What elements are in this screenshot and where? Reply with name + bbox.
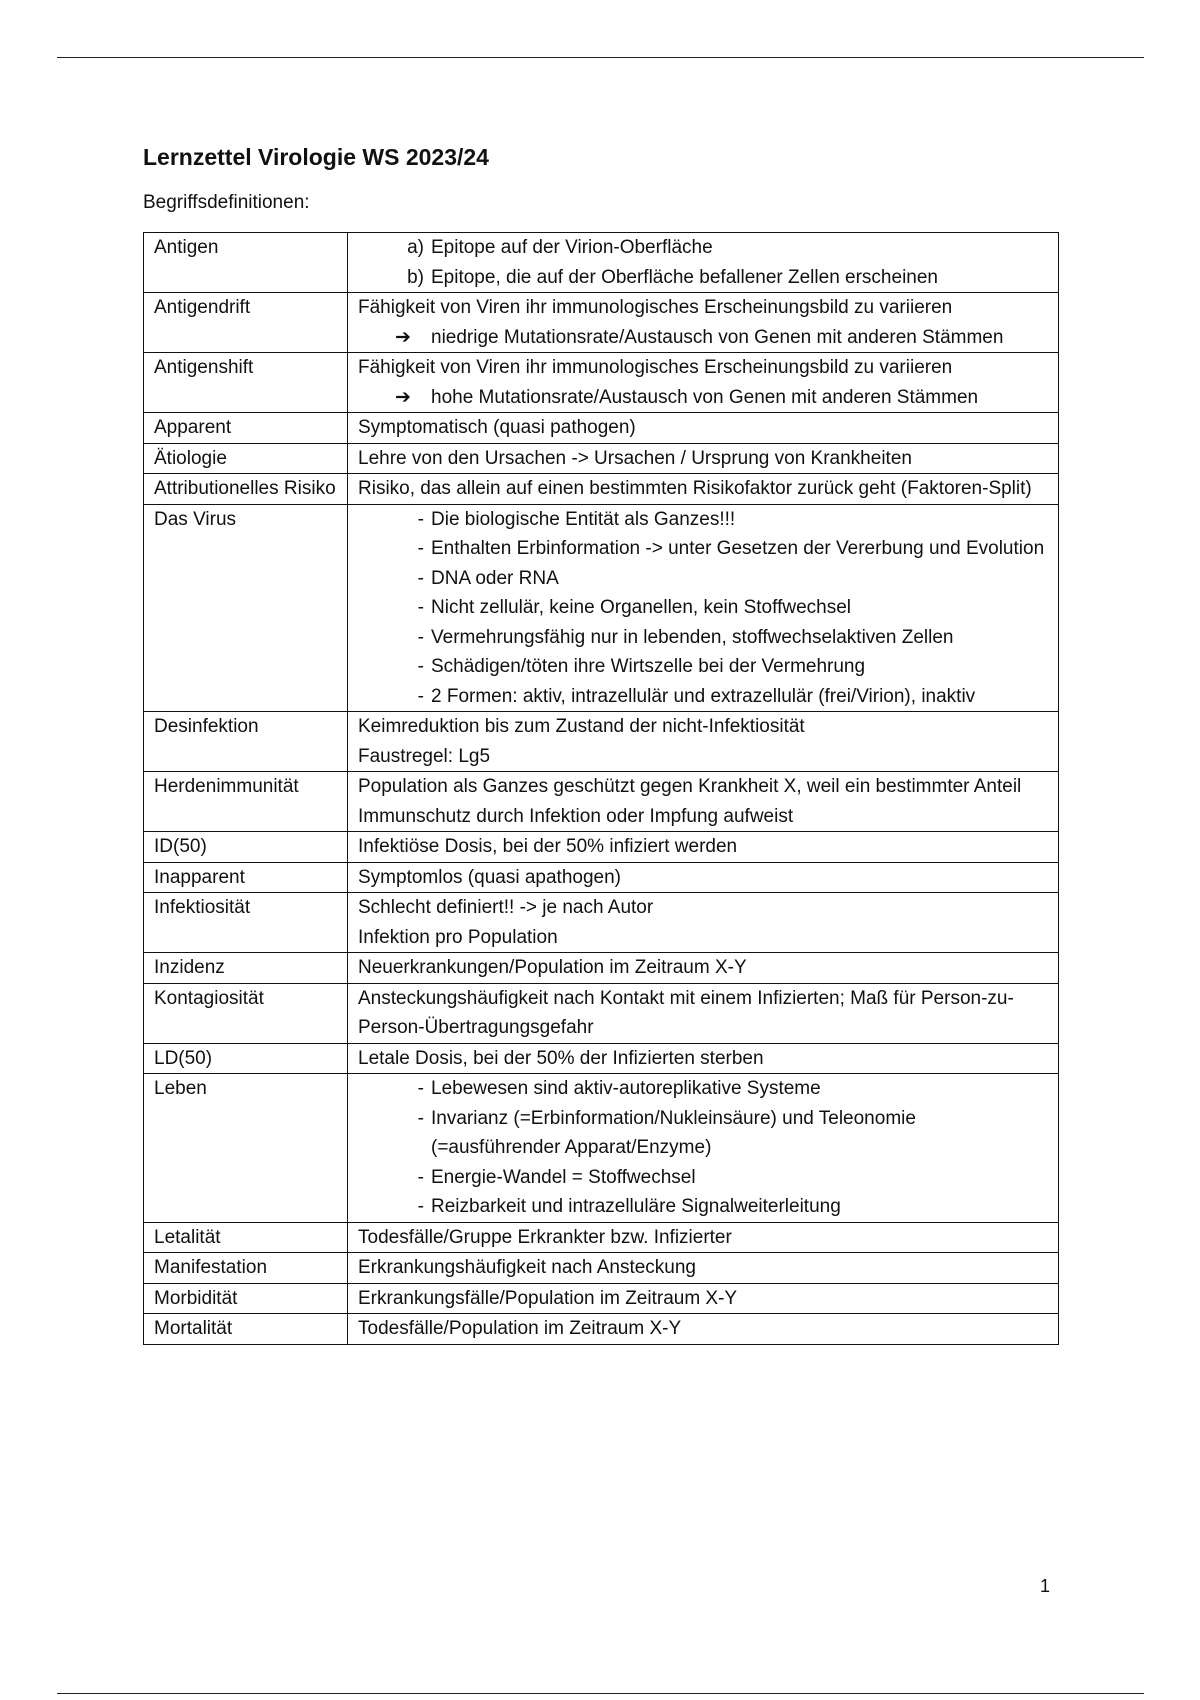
- list-item: [358, 1192, 1048, 1222]
- definitions-table: [143, 232, 1059, 1345]
- list-marker: -: [417, 1166, 424, 1188]
- term-cell: Antigenshift: [144, 353, 348, 413]
- list-item-text: DNA oder RNA: [431, 567, 559, 589]
- list-item-text: hohe Mutationsrate/Austausch von Genen mit anderen Stämmen: [431, 386, 979, 408]
- term-cell: Inapparent: [144, 862, 348, 893]
- term-cell: Letalität: [144, 1222, 348, 1253]
- list-item-text: Reizbarkeit und intrazelluläre Signalweiterleitung: [431, 1196, 841, 1217]
- table-row: [144, 504, 1059, 712]
- list-marker: -: [417, 1196, 424, 1217]
- definition-line: Faustregel: Lg5: [358, 745, 491, 767]
- document-body: [143, 142, 1057, 1345]
- list-item-text: Epitope, die auf der Oberfläche befallener Zellen erscheinen: [431, 266, 938, 288]
- table-row: [144, 353, 1059, 413]
- definition-cell: [348, 1074, 1059, 1223]
- list-item: [358, 652, 1048, 682]
- term-cell: Ätiologie: [144, 443, 348, 474]
- list-marker: -: [417, 567, 424, 589]
- definition-line: Keimreduktion bis zum Zustand der nicht-Infektiosität: [358, 716, 805, 737]
- table-row: [144, 413, 1059, 444]
- definition-list: [358, 383, 1048, 413]
- list-item: [358, 564, 1048, 594]
- term-cell: Antigen: [144, 233, 348, 293]
- list-item-text: Epitope auf der Virion-Oberfläche: [431, 237, 713, 258]
- term-cell: Apparent: [144, 413, 348, 444]
- term-cell: Leben: [144, 1074, 348, 1223]
- list-item: [358, 1163, 1048, 1193]
- page-number: 1: [1040, 1576, 1051, 1596]
- definition-cell: [348, 443, 1059, 474]
- list-item: [358, 534, 1048, 564]
- definitions-table-body: [144, 233, 1059, 1345]
- definition-line: Infektiöse Dosis, bei der 50% infiziert werden: [358, 836, 738, 857]
- table-row: [144, 443, 1059, 474]
- footer-rule: [57, 1693, 1144, 1694]
- list-marker: -: [417, 1107, 424, 1129]
- list-item-text: Schädigen/töten ihre Wirtszelle bei der Vermehrung: [431, 656, 866, 677]
- list-item: [358, 1104, 1048, 1163]
- table-row: [144, 953, 1059, 984]
- list-item: [358, 623, 1048, 653]
- definition-line: Risiko, das allein auf einen bestimmten Risikofaktor zurück geht (Faktoren-Split): [358, 478, 1032, 499]
- definition-cell: [348, 353, 1059, 413]
- list-marker: b): [407, 266, 424, 288]
- definition-cell: [348, 712, 1059, 772]
- table-row: [144, 983, 1059, 1043]
- definition-line: Todesfälle/Population im Zeitraum X-Y: [358, 1318, 682, 1339]
- definition-line: Letale Dosis, bei der 50% der Infizierten sterben: [358, 1047, 764, 1069]
- list-item-text: Invarianz (=Erbinformation/Nukleinsäure) und Teleonomie (=ausführender Apparat/Enzyme): [431, 1107, 916, 1158]
- definition-line: Neuerkrankungen/Population im Zeitraum X-Y: [358, 957, 747, 978]
- term-cell: Das Virus: [144, 504, 348, 712]
- list-item: [358, 505, 1048, 535]
- definition-list: [358, 1074, 1048, 1222]
- term-cell: Desinfektion: [144, 712, 348, 772]
- definition-list: [358, 505, 1048, 712]
- arrow-icon: ➔: [395, 386, 411, 408]
- table-row: [144, 233, 1059, 293]
- definition-list: [358, 323, 1048, 353]
- list-item-text: 2 Formen: aktiv, intrazellulär und extrazellulär (frei/Virion), inaktiv: [431, 685, 976, 707]
- term-cell: LD(50): [144, 1043, 348, 1074]
- term-cell: Morbidität: [144, 1283, 348, 1314]
- list-item-text: Die biologische Entität als Ganzes!!!: [431, 508, 736, 530]
- table-row: [144, 474, 1059, 505]
- term-cell: Herdenimmunität: [144, 772, 348, 832]
- list-marker: -: [417, 508, 424, 530]
- definition-cell: [348, 772, 1059, 832]
- definition-cell: [348, 293, 1059, 353]
- term-cell: Infektiosität: [144, 893, 348, 953]
- definition-cell: [348, 832, 1059, 863]
- definition-line: Fähigkeit von Viren ihr immunologisches Erscheinungsbild zu variieren: [358, 357, 953, 378]
- definition-cell: [348, 1253, 1059, 1284]
- list-item-text: Vermehrungsfähig nur in lebenden, stoffwechselaktiven Zellen: [431, 626, 954, 648]
- term-cell: ID(50): [144, 832, 348, 863]
- list-marker: a): [407, 237, 424, 258]
- definition-line: Population als Ganzes geschützt gegen Krankheit X, weil ein bestimmter Anteil Immunschutz durch Infektion oder Impfung aufweist: [358, 776, 1022, 827]
- list-item: [358, 323, 1048, 353]
- document-title: Lernzettel Virologie WS 2023/24: [143, 144, 489, 170]
- definition-line: Erkrankungshäufigkeit nach Ansteckung: [358, 1257, 696, 1278]
- definition-line: Schlecht definiert!! -> je nach Autor: [358, 897, 654, 918]
- list-marker: -: [417, 626, 424, 648]
- table-row: [144, 293, 1059, 353]
- term-cell: Attributionelles Risiko: [144, 474, 348, 505]
- list-item-text: niedrige Mutationsrate/Austausch von Genen mit anderen Stämmen: [431, 326, 1004, 348]
- term-cell: Kontagiosität: [144, 983, 348, 1043]
- arrow-icon: ➔: [395, 326, 411, 348]
- header-rule: [57, 57, 1144, 58]
- definition-line: Lehre von den Ursachen -> Ursachen / Ursprung von Krankheiten: [358, 447, 912, 469]
- list-marker: -: [417, 1078, 424, 1099]
- term-cell: Mortalität: [144, 1314, 348, 1345]
- term-cell: Antigendrift: [144, 293, 348, 353]
- definition-line: Fähigkeit von Viren ihr immunologisches Erscheinungsbild zu variieren: [358, 297, 953, 318]
- definition-line: Infektion pro Population: [358, 926, 558, 948]
- definition-cell: [348, 413, 1059, 444]
- table-row: [144, 862, 1059, 893]
- definition-cell: [348, 233, 1059, 293]
- list-item: [358, 593, 1048, 623]
- table-row: [144, 772, 1059, 832]
- list-item: [358, 263, 1048, 293]
- definition-line: Symptomatisch (quasi pathogen): [358, 417, 636, 438]
- definition-cell: [348, 474, 1059, 505]
- definition-cell: [348, 893, 1059, 953]
- definition-cell: [348, 1043, 1059, 1074]
- term-cell: Inzidenz: [144, 953, 348, 984]
- list-item-text: Enthalten Erbinformation -> unter Gesetzen der Vererbung und Evolution: [431, 538, 1045, 559]
- list-item: [358, 233, 1048, 263]
- list-marker: -: [417, 685, 424, 707]
- list-marker: -: [417, 597, 424, 618]
- table-row: [144, 1314, 1059, 1345]
- table-row: [144, 893, 1059, 953]
- list-marker: -: [417, 656, 424, 677]
- table-row: [144, 1283, 1059, 1314]
- table-row: [144, 1222, 1059, 1253]
- definition-cell: [348, 1283, 1059, 1314]
- table-row: [144, 712, 1059, 772]
- definition-line: Todesfälle/Gruppe Erkrankter bzw. Infizierter: [358, 1226, 732, 1248]
- list-item-text: Nicht zellulär, keine Organellen, kein Stoffwechsel: [431, 597, 851, 618]
- section-subtitle: Begriffsdefinitionen:: [143, 192, 310, 213]
- list-marker: -: [417, 538, 424, 559]
- definition-line: Erkrankungsfälle/Population im Zeitraum X-Y: [358, 1287, 738, 1309]
- list-item-text: Energie-Wandel = Stoffwechsel: [431, 1166, 696, 1188]
- definition-cell: [348, 1314, 1059, 1345]
- definition-cell: [348, 983, 1059, 1043]
- table-row: [144, 1253, 1059, 1284]
- definition-cell: [348, 862, 1059, 893]
- table-row: [144, 1043, 1059, 1074]
- definition-cell: [348, 504, 1059, 712]
- definition-list: [358, 233, 1048, 292]
- definition-line: Symptomlos (quasi apathogen): [358, 866, 621, 888]
- list-item-text: Lebewesen sind aktiv-autoreplikative Systeme: [431, 1078, 821, 1099]
- list-item: [358, 1074, 1048, 1104]
- definition-cell: [348, 953, 1059, 984]
- table-row: [144, 1074, 1059, 1223]
- list-item: [358, 383, 1048, 413]
- table-row: [144, 832, 1059, 863]
- list-item: [358, 682, 1048, 712]
- term-cell: Manifestation: [144, 1253, 348, 1284]
- definition-cell: [348, 1222, 1059, 1253]
- definition-line: Ansteckungshäufigkeit nach Kontakt mit einem Infizierten; Maß für Person-zu-Person-Übertragungsgefahr: [358, 987, 1014, 1038]
